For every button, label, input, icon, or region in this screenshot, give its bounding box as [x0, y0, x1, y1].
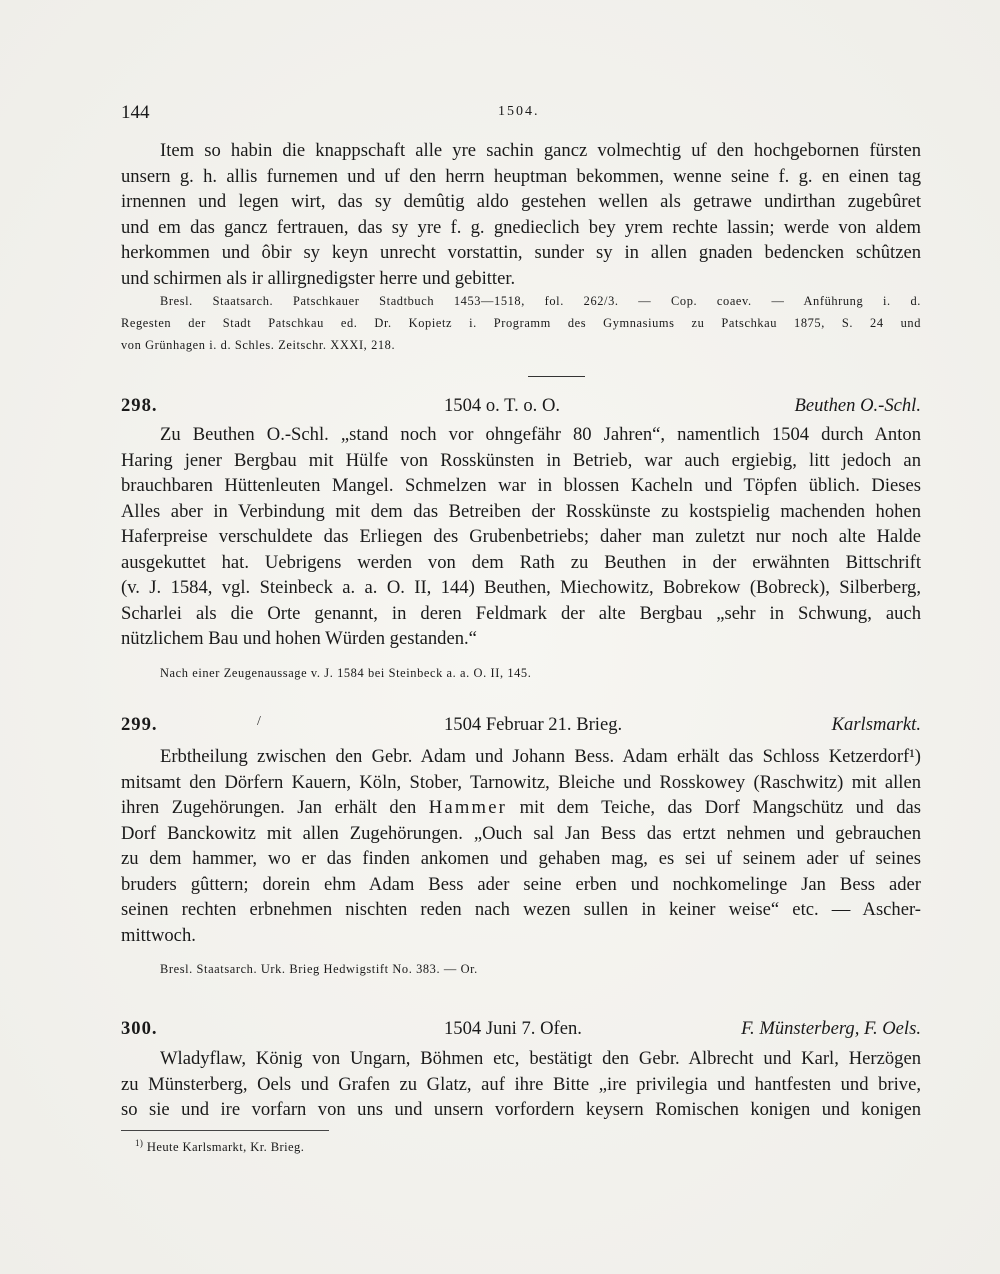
- text-line: so sie und ire vorfarn von uns und unsern vorfordern keysern Romischen konigen und konigen: [121, 1099, 921, 1120]
- text-line: mittwoch.: [121, 924, 196, 946]
- text-line: Item so habin die knappschaft alle yre sachin gancz volmechtig uf den hochgebornen fürsten: [160, 140, 921, 161]
- margin-mark: /: [257, 714, 261, 729]
- footnote: [135, 1138, 304, 1155]
- text-line-with-spaced-word: ihren Zugehörungen. Jan erhält den Hammer mit dem Teiche, das Dorf Mangschütz und das: [121, 797, 921, 818]
- text-line: Haferpreise verschuldete das Erliegen des Grubenbetriebs; daher man zuletzt nur noch alte Halde: [121, 526, 921, 547]
- text-line: Wladyflaw, König von Ungarn, Böhmen etc, bestätigt den Gebr. Albrecht und Karl, Herzögen: [160, 1048, 921, 1069]
- intro-paragraph: [121, 138, 921, 291]
- footnote-rule: [121, 1130, 329, 1131]
- entry-number: 298.: [121, 395, 158, 416]
- text-line: unsern g. h. allis furnemen und uf den herrn heuptman bekommen, wenne seine f. g. en einen tag: [121, 165, 921, 187]
- entry-header-299: [121, 714, 921, 738]
- text-line: Alles aber in Verbindung mit dem das Betreiben der Rosskünste zu kostspielig machenden hohen: [121, 500, 921, 522]
- entry-body-299: [121, 744, 921, 948]
- text-line: zu dem hammer, wo er das finden ankomen und gehaben mag, es sei uf seinem ader uf seines: [121, 848, 921, 869]
- entry-place: F. Münsterberg, F. Oels.: [741, 1018, 921, 1039]
- text-line: ausgekuttet hat. Uebrigens werden von dem Rath zu Beuthen in der erwähnten Bittschrift: [121, 551, 921, 573]
- text-line: Dorf Banckowitz mit allen Zugehörungen. „Ouch sal Jan Bess das ertzt nehmen und gebrauchen: [121, 822, 921, 844]
- text-line: Scharlei als die Orte genannt, in deren Feldmark der alte Bergbau „sehr in Schwung, auch: [121, 602, 921, 624]
- spaced-word: Hammer: [428, 797, 508, 818]
- entry-source-299: [121, 958, 921, 980]
- entry-date: 1504 o. T. o. O.: [444, 395, 561, 416]
- entry-date: 1504 Juni 7. Ofen.: [444, 1018, 582, 1039]
- entry-place: Beuthen O.-Schl.: [794, 395, 921, 416]
- entry-place: Karlsmarkt.: [831, 714, 921, 735]
- text-line: und em das gancz fertrauen, das sy yre f. g. gnedieclich bey yrem rechte lassin; werde von aldem: [121, 216, 921, 238]
- citation-line: Regesten der Stadt Patschkau ed. Dr. Kopietz i. Programm des Gymnasiums zu Patschkau 1875, S. 24 und: [121, 316, 921, 330]
- text-line: bruders gûttern; dorein ehm Adam Bess ader seine erben und nochkomelinge Jan Bess ader: [121, 873, 921, 895]
- text-line: und schirmen als ir allirgnedigster herre und gebitter.: [121, 267, 516, 289]
- entry-source-298: [121, 662, 921, 684]
- text-line: Zu Beuthen O.-Schl. „stand noch vor ohngefähr 80 Jahren“, namentlich 1504 durch Anton: [160, 424, 921, 445]
- running-header-year: 1504.: [498, 104, 540, 119]
- page-number: 144: [121, 102, 150, 123]
- text-line: seinen rechten erbnehmen nischten reden nach wezen sullen in keiner weise“ etc. — Ascher-: [121, 899, 921, 920]
- text-line: nützlichem Bau und hohen Würden gestanden.“: [121, 628, 477, 649]
- text-line: irnennen und legen wirt, das sy demûtig aldo gestehen wellen als getrawe undirthan zugebûret: [121, 191, 921, 212]
- citation-line: Nach einer Zeugenaussage v. J. 1584 bei Steinbeck a. a. O. II, 145.: [160, 666, 532, 680]
- text-line: (v. J. 1584, vgl. Steinbeck a. a. O. II, 144) Beuthen, Miechowitz, Bobrekow (Bobreck), Silberberg,: [121, 577, 921, 598]
- footnote-text: Heute Karlsmarkt, Kr. Brieg.: [146, 1140, 305, 1155]
- entry-date: 1504 Februar 21. Brieg.: [444, 714, 623, 735]
- footnote-marker: 1): [135, 1138, 144, 1148]
- citation-line: Bresl. Staatsarch. Patschkauer Stadtbuch 1453—1518, fol. 262/3. — Cop. coaev. — Anführung i. d.: [160, 294, 921, 308]
- text-line: zu Münsterberg, Oels und Grafen zu Glatz, auf ihre Bitte „ire privilegia und hantfesten und brive,: [121, 1073, 921, 1095]
- entry-number: 299.: [121, 714, 158, 735]
- intro-source-citation: [121, 290, 921, 356]
- text-line: Erbtheilung zwischen den Gebr. Adam und Johann Bess. Adam erhält das Schloss Ketzerdorf¹): [160, 746, 921, 767]
- entry-body-300: [121, 1046, 921, 1123]
- entry-header-300: [121, 1018, 921, 1042]
- section-divider: [528, 376, 585, 377]
- text-line: herkommen und ôbir sy keyn unrecht vorstattin, sunder sy in allen gnaden bedencken schûtzen: [121, 242, 921, 263]
- text-line: Haring jener Bergbau mit Hülfe von Rosskünsten in Betrieb, war auch ergiebig, litt jedoch an: [121, 449, 921, 471]
- entry-header-298: [121, 395, 921, 419]
- text-line: mitsamt den Dörfern Kauern, Köln, Stober, Tarnowitz, Bleiche und Rosskowey (Raschwitz) mit allen: [121, 771, 921, 793]
- citation-line: Bresl. Staatsarch. Urk. Brieg Hedwigstift No. 383. — Or.: [160, 962, 478, 976]
- entry-body-298: [121, 422, 921, 652]
- citation-line: von Grünhagen i. d. Schles. Zeitschr. XXXI, 218.: [121, 338, 396, 352]
- entry-number: 300.: [121, 1018, 158, 1039]
- text-line: brauchbaren Hüttenleuten Mangel. Schmelzen war in blossen Kacheln und Töpfen üblich. Dieses: [121, 475, 921, 496]
